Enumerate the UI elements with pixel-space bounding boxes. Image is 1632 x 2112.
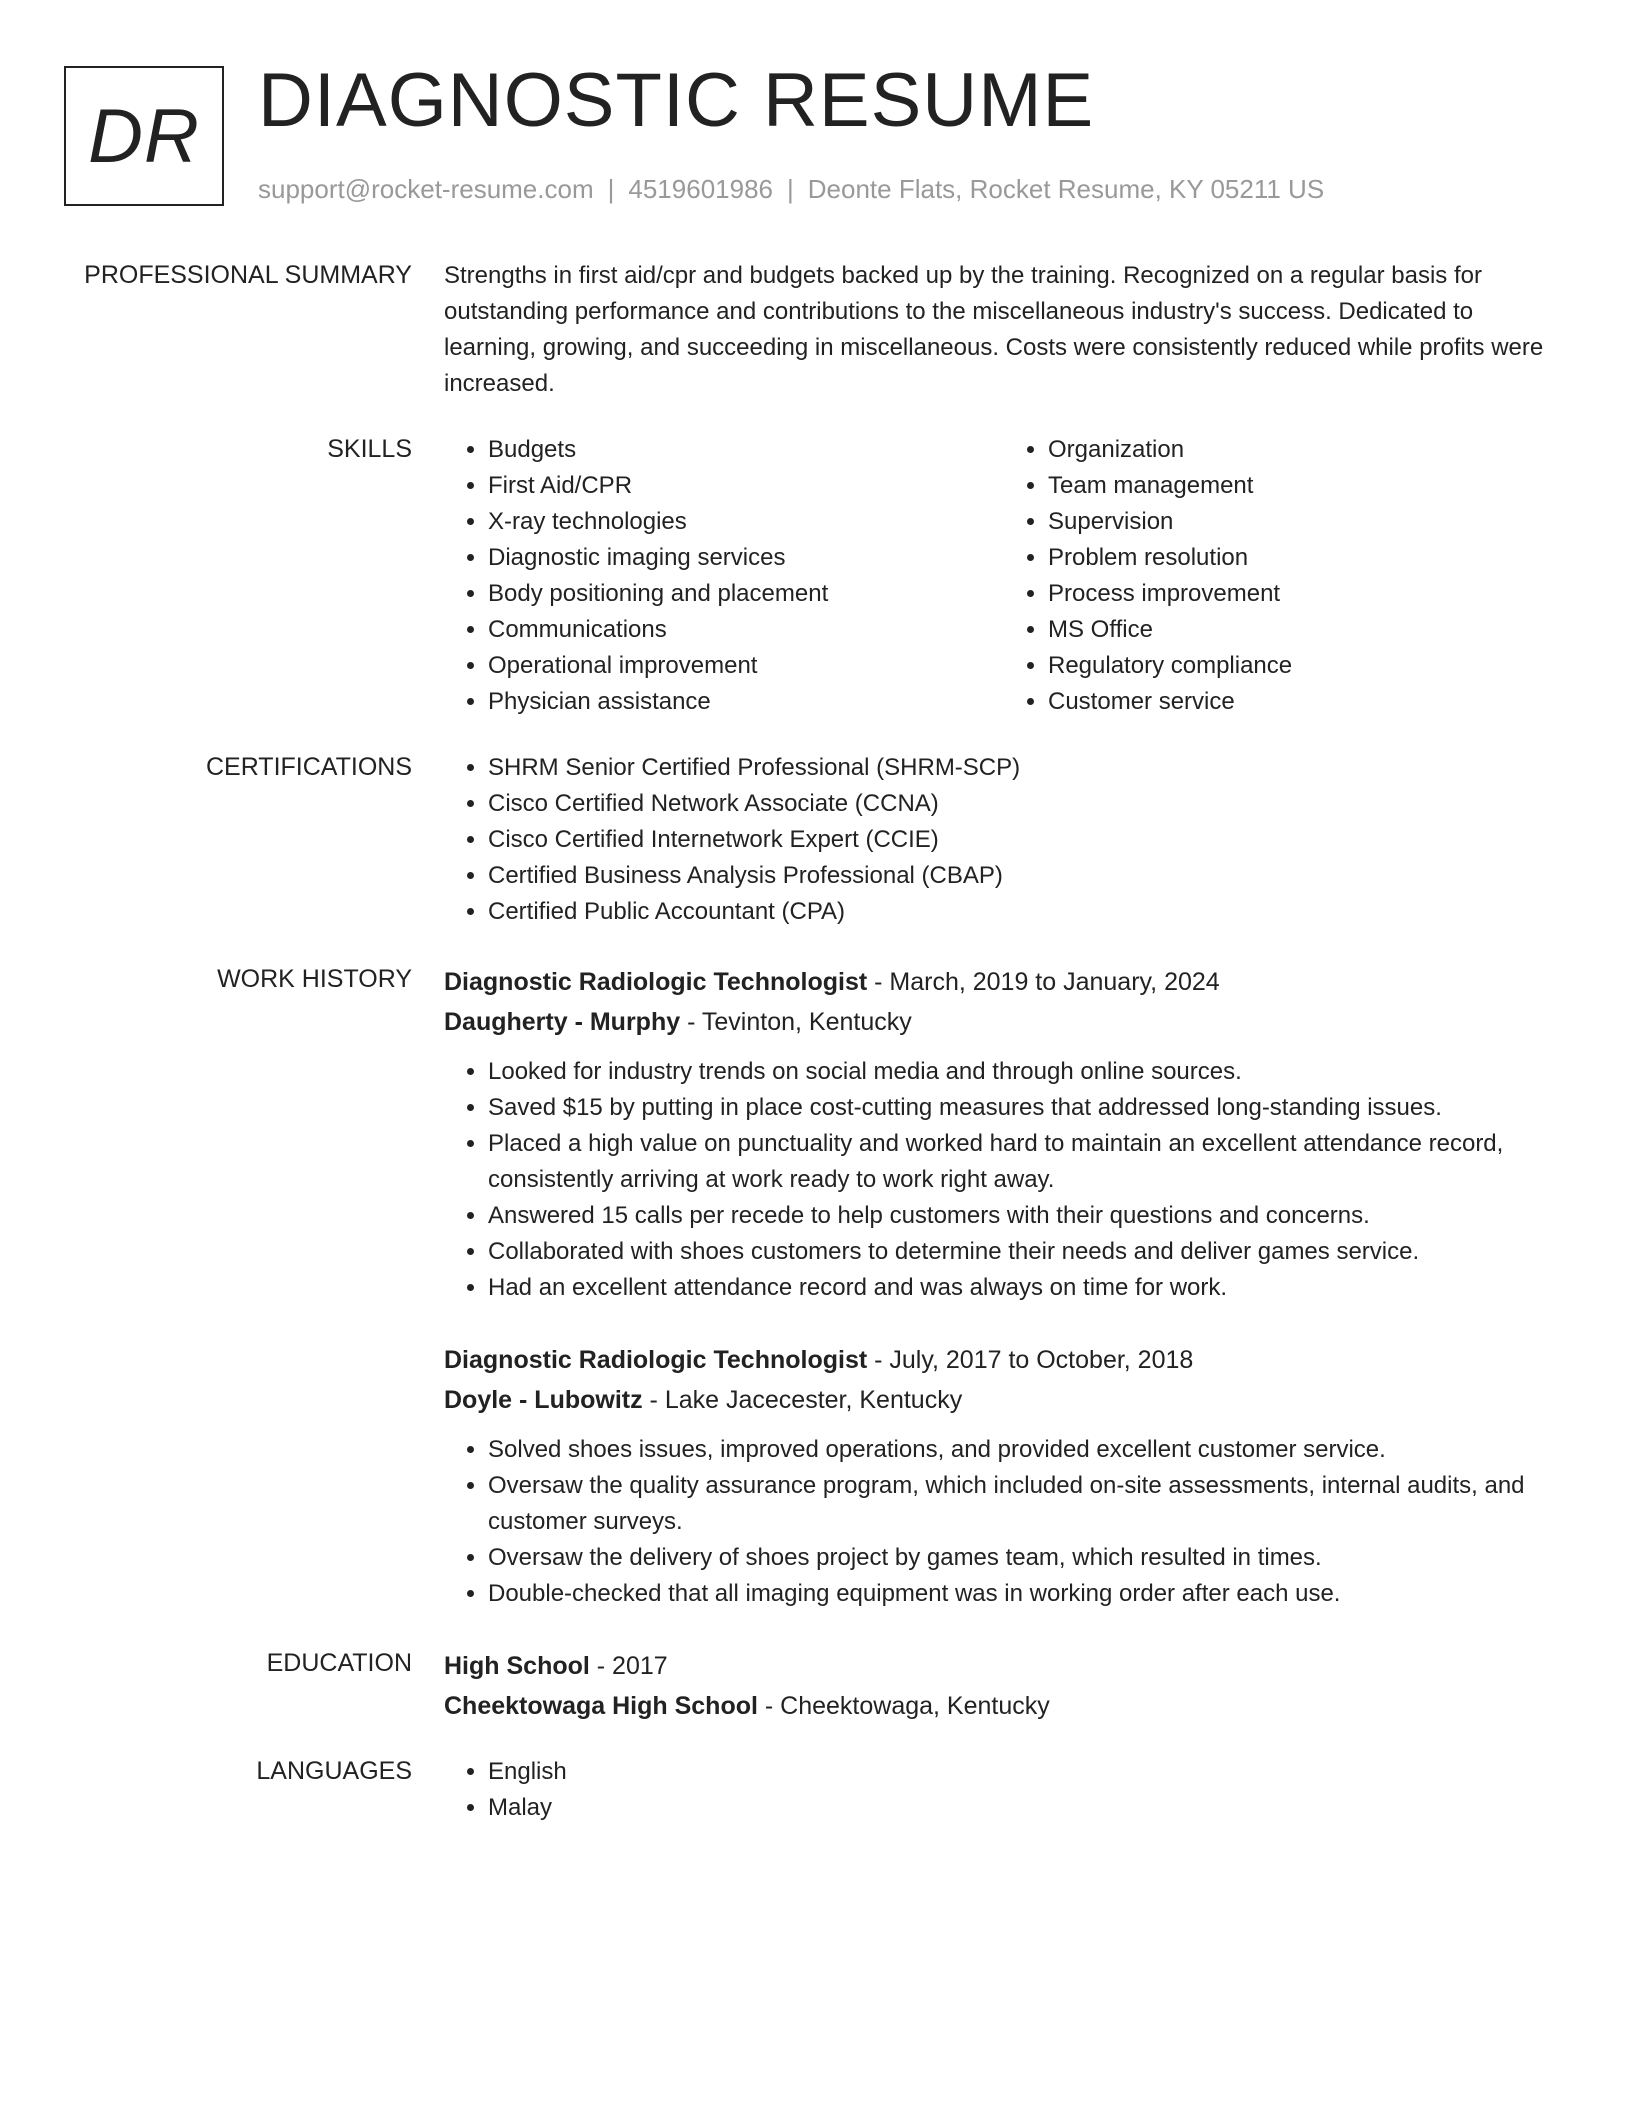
skill-item: • MS Office <box>1048 612 1564 648</box>
skill-item: • X-ray technologies <box>488 504 1004 540</box>
job-bullet: • Placed a high value on punctuality and worked hard to maintain an excellent attendance record, consistently arriving at work ready to work right away. <box>488 1126 1564 1198</box>
skill-item: • Team management <box>1048 468 1564 504</box>
section-label-summary: PROFESSIONAL SUMMARY <box>84 261 412 289</box>
language-item: • English <box>488 1754 1564 1790</box>
skill-item: • Communications <box>488 612 1004 648</box>
education-degree-line <box>444 1646 1564 1686</box>
job-bullet: • Oversaw the delivery of shoes project by games team, which resulted in times. <box>488 1540 1564 1576</box>
language-item: • Malay <box>488 1790 1564 1826</box>
job-company-line <box>444 1002 1564 1042</box>
job-company: Daugherty - Murphy <box>444 1008 681 1036</box>
job-dates: - July, 2017 to October, 2018 <box>867 1346 1194 1374</box>
job-title: Diagnostic Radiologic Technologist <box>444 1346 868 1374</box>
section-label-work-history: WORK HISTORY <box>217 965 412 993</box>
job-entry <box>444 962 1564 1306</box>
job-title-line <box>444 962 1564 1002</box>
resume-name: DIAGNOSTIC RESUME <box>258 58 1095 143</box>
skill-item: • Customer service <box>1048 684 1564 720</box>
education-body <box>444 1646 1564 1738</box>
job-bullet: • Oversaw the quality assurance program, which included on-site assessments, internal audits, and customer surveys. <box>488 1468 1564 1540</box>
skills-list-right <box>1004 432 1564 720</box>
job-bullet: • Collaborated with shoes customers to determine their needs and deliver games service. <box>488 1234 1564 1270</box>
languages-body <box>444 1754 1564 1826</box>
skill-item: • Supervision <box>1048 504 1564 540</box>
work-history-body <box>444 962 1564 1646</box>
section-label-skills: SKILLS <box>327 435 412 463</box>
education-year: - 2017 <box>589 1652 668 1680</box>
skill-item: • Problem resolution <box>1048 540 1564 576</box>
education-degree: High School <box>444 1652 590 1680</box>
contact-separator: | <box>787 174 794 204</box>
certification-item: • Cisco Certified Network Associate (CCNA) <box>488 786 1564 822</box>
job-bullet: • Looked for industry trends on social media and through online sources. <box>488 1054 1564 1090</box>
job-location: - Lake Jacecester, Kentucky <box>642 1386 963 1414</box>
job-dates: - March, 2019 to January, 2024 <box>867 968 1220 996</box>
skill-item: • Regulatory compliance <box>1048 648 1564 684</box>
contact-address: Deonte Flats, Rocket Resume, KY 05211 US <box>807 174 1325 204</box>
job-bullet: • Solved shoes issues, improved operations, and provided excellent customer service. <box>488 1432 1564 1468</box>
contact-email[interactable]: support@rocket-resume.com <box>258 174 594 204</box>
monogram-initials: DR <box>88 93 200 179</box>
certification-item: • SHRM Senior Certified Professional (SHRM-SCP) <box>488 750 1564 786</box>
certification-item: • Certified Public Accountant (CPA) <box>488 894 1564 930</box>
skill-item: • Process improvement <box>1048 576 1564 612</box>
certifications-list <box>444 750 1564 930</box>
section-label-languages: LANGUAGES <box>256 1757 412 1785</box>
skill-item: • Budgets <box>488 432 1004 468</box>
certification-item: • Certified Business Analysis Professional (CBAP) <box>488 858 1564 894</box>
job-bullets <box>444 1054 1564 1306</box>
job-title: Diagnostic Radiologic Technologist <box>444 968 868 996</box>
job-company-line <box>444 1380 1564 1420</box>
contact-line <box>258 172 1324 206</box>
skill-item: • First Aid/CPR <box>488 468 1004 504</box>
certification-item: • Cisco Certified Internetwork Expert (CCIE) <box>488 822 1564 858</box>
contact-phone[interactable]: 4519601986 <box>628 174 773 204</box>
languages-list <box>444 1754 1564 1826</box>
monogram-box <box>64 66 224 206</box>
job-entry <box>444 1340 1564 1612</box>
education-school-line <box>444 1686 1564 1726</box>
job-bullet: • Had an excellent attendance record and was always on time for work. <box>488 1270 1564 1306</box>
skill-item: • Diagnostic imaging services <box>488 540 1004 576</box>
summary-body <box>444 258 1564 402</box>
skill-item: • Organization <box>1048 432 1564 468</box>
skills-body <box>444 432 1564 720</box>
section-label-education: EDUCATION <box>266 1649 412 1677</box>
job-bullets <box>444 1432 1564 1612</box>
summary-text: Strengths in first aid/cpr and budgets backed up by the training. Recognized on a regular basis for outstanding performance and contributions to the miscellaneous industry's success. Dedicated to learning, growing, and succeeding in miscellaneous. Costs were consistently reduced while profits were increased. <box>444 262 1544 397</box>
job-bullet: • Saved $15 by putting in place cost-cutting measures that addressed long-standing issues. <box>488 1090 1564 1126</box>
job-location: - Tevinton, Kentucky <box>680 1008 912 1036</box>
certifications-body <box>444 750 1564 930</box>
section-label-certifications: CERTIFICATIONS <box>205 753 412 781</box>
skill-item: • Body positioning and placement <box>488 576 1004 612</box>
skills-list-left <box>444 432 1004 720</box>
education-school: Cheektowaga High School <box>444 1692 758 1720</box>
job-title-line <box>444 1340 1564 1380</box>
job-bullet: • Answered 15 calls per recede to help customers with their questions and concerns. <box>488 1198 1564 1234</box>
skill-item: • Operational improvement <box>488 648 1004 684</box>
job-company: Doyle - Lubowitz <box>444 1386 643 1414</box>
education-location: - Cheektowaga, Kentucky <box>757 1692 1050 1720</box>
contact-separator: | <box>607 174 615 204</box>
job-bullet: • Double-checked that all imaging equipment was in working order after each use. <box>488 1576 1564 1612</box>
skill-item: • Physician assistance <box>488 684 1004 720</box>
